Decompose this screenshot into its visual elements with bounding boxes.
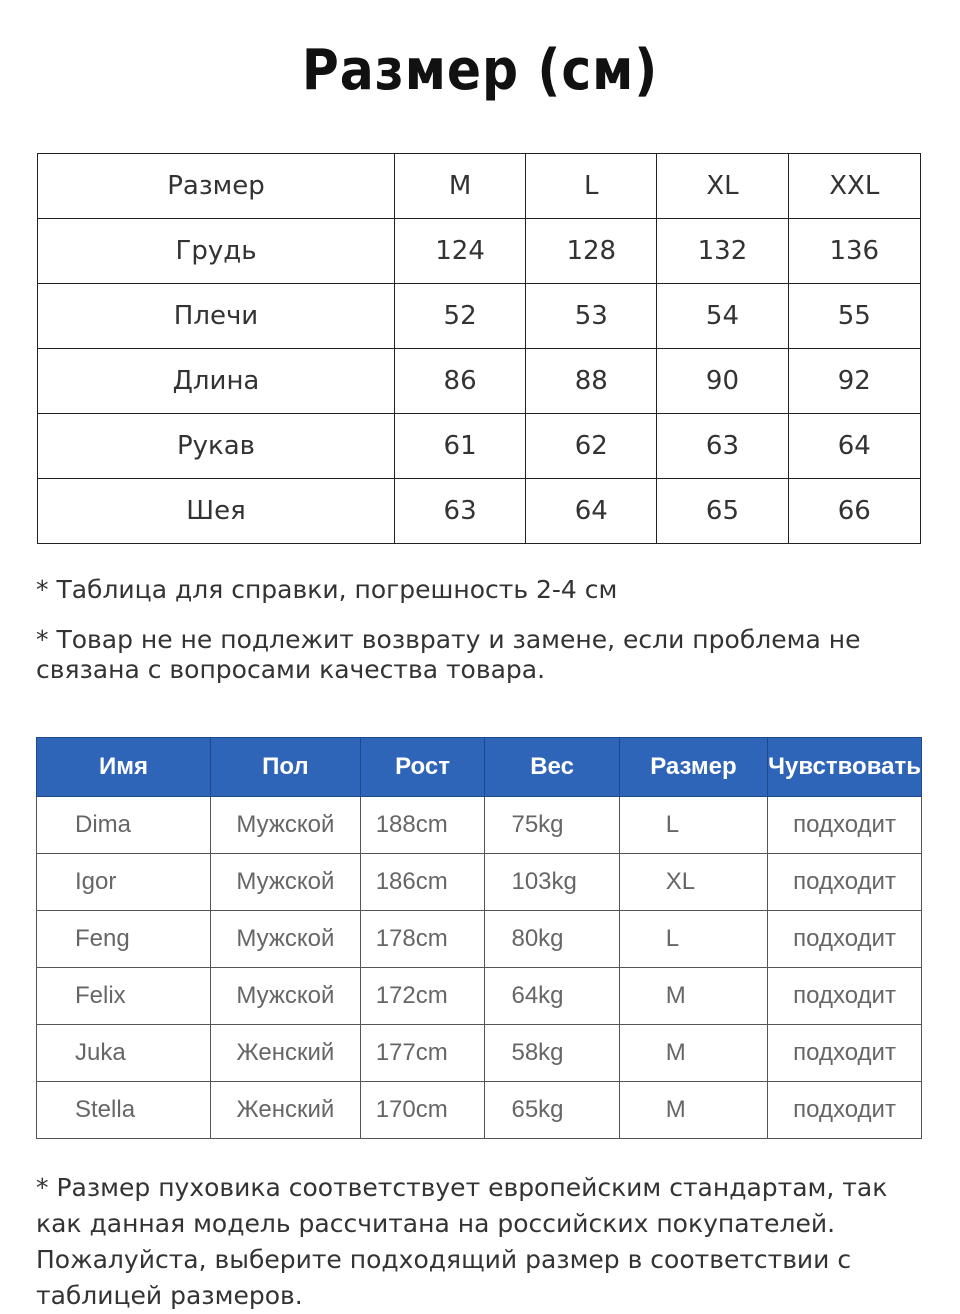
table-cell: 124 (395, 219, 526, 284)
table-cell: Мужской (211, 968, 361, 1025)
table-cell: 88 (526, 349, 657, 414)
table-row (38, 479, 921, 544)
table-cell: M (619, 1025, 767, 1082)
table-cell: 58kg (485, 1025, 619, 1082)
table-cell: 64 (788, 414, 920, 479)
table-cell: XL (657, 154, 788, 219)
table-cell: 55 (788, 284, 920, 349)
note-returns: * Товар не не подлежит возврату и замене, если проблема не связана с вопросами качества товара. (36, 625, 861, 684)
table-cell: 172cm (360, 968, 485, 1025)
table-cell: подходит (768, 1025, 922, 1082)
size-table-header-row (38, 154, 921, 219)
table-row (38, 219, 921, 284)
table-header-cell: Чувствовать (768, 738, 922, 797)
table-row (38, 284, 921, 349)
table-cell: M (395, 154, 526, 219)
table-cell: 62 (526, 414, 657, 479)
table-cell: 103kg (485, 854, 619, 911)
table-cell: 53 (526, 284, 657, 349)
table-cell: Женский (211, 1082, 361, 1139)
table-cell: M (619, 968, 767, 1025)
table-cell: Женский (211, 1025, 361, 1082)
table-cell: 80kg (485, 911, 619, 968)
table-cell: Шея (38, 479, 395, 544)
table-cell: 86 (395, 349, 526, 414)
table-cell: 128 (526, 219, 657, 284)
fit-table (36, 737, 922, 1139)
table-row (37, 1025, 922, 1082)
table-cell: XL (619, 854, 767, 911)
footer-note: * Размер пуховика соответствует европейским стандартам, так как данная модель рассчитана на российских покупателей. Пожалуйста, выберите подходящий размер в соответствии с таблицей размеров. (36, 1173, 888, 1310)
table-cell: Igor (37, 854, 211, 911)
table-cell: 63 (395, 479, 526, 544)
table-cell: 177cm (360, 1025, 485, 1082)
fit-table-header-row (37, 738, 922, 797)
table-row (37, 968, 922, 1025)
table-cell: подходит (768, 854, 922, 911)
table-cell: Stella (37, 1082, 211, 1139)
table-cell: L (619, 911, 767, 968)
table-cell: подходит (768, 797, 922, 854)
table-cell: 132 (657, 219, 788, 284)
table-cell: 188cm (360, 797, 485, 854)
table-header-cell: Имя (37, 738, 211, 797)
table-cell: 54 (657, 284, 788, 349)
table-cell: Длина (38, 349, 395, 414)
table-row (37, 797, 922, 854)
table-cell: M (619, 1082, 767, 1139)
table-cell: Размер (38, 154, 395, 219)
table-cell: 75kg (485, 797, 619, 854)
table-cell: XXL (788, 154, 920, 219)
table-cell: подходит (768, 1082, 922, 1139)
table-cell: 61 (395, 414, 526, 479)
table-cell: L (526, 154, 657, 219)
table-cell: 65kg (485, 1082, 619, 1139)
table-cell: 64 (526, 479, 657, 544)
table-cell: Felix (37, 968, 211, 1025)
table-cell: Рукав (38, 414, 395, 479)
table-cell: Грудь (38, 219, 395, 284)
table-row (37, 854, 922, 911)
table-cell: подходит (768, 911, 922, 968)
table-header-cell: Пол (211, 738, 361, 797)
table-cell: Dima (37, 797, 211, 854)
table-header-cell: Вес (485, 738, 619, 797)
table-header-cell: Размер (619, 738, 767, 797)
table-cell: 90 (657, 349, 788, 414)
table-cell: 65 (657, 479, 788, 544)
table-row (38, 349, 921, 414)
table-cell: подходит (768, 968, 922, 1025)
size-table (37, 153, 921, 544)
note-reference: * Таблица для справки, погрешность 2-4 см (36, 575, 618, 604)
table-cell: Мужской (211, 797, 361, 854)
table-cell: 66 (788, 479, 920, 544)
table-cell: Плечи (38, 284, 395, 349)
table-header-cell: Рост (360, 738, 485, 797)
table-cell: 64kg (485, 968, 619, 1025)
table-cell: L (619, 797, 767, 854)
table-cell: 92 (788, 349, 920, 414)
table-cell: 186cm (360, 854, 485, 911)
table-cell: Мужской (211, 911, 361, 968)
page-title: Размер (см) (301, 38, 659, 103)
table-row (38, 414, 921, 479)
table-cell: Мужской (211, 854, 361, 911)
table-cell: 178cm (360, 911, 485, 968)
table-row (37, 1082, 922, 1139)
table-cell: 170cm (360, 1082, 485, 1139)
table-cell: 136 (788, 219, 920, 284)
table-cell: Juka (37, 1025, 211, 1082)
table-row (37, 911, 922, 968)
table-cell: Feng (37, 911, 211, 968)
table-cell: 52 (395, 284, 526, 349)
table-cell: 63 (657, 414, 788, 479)
